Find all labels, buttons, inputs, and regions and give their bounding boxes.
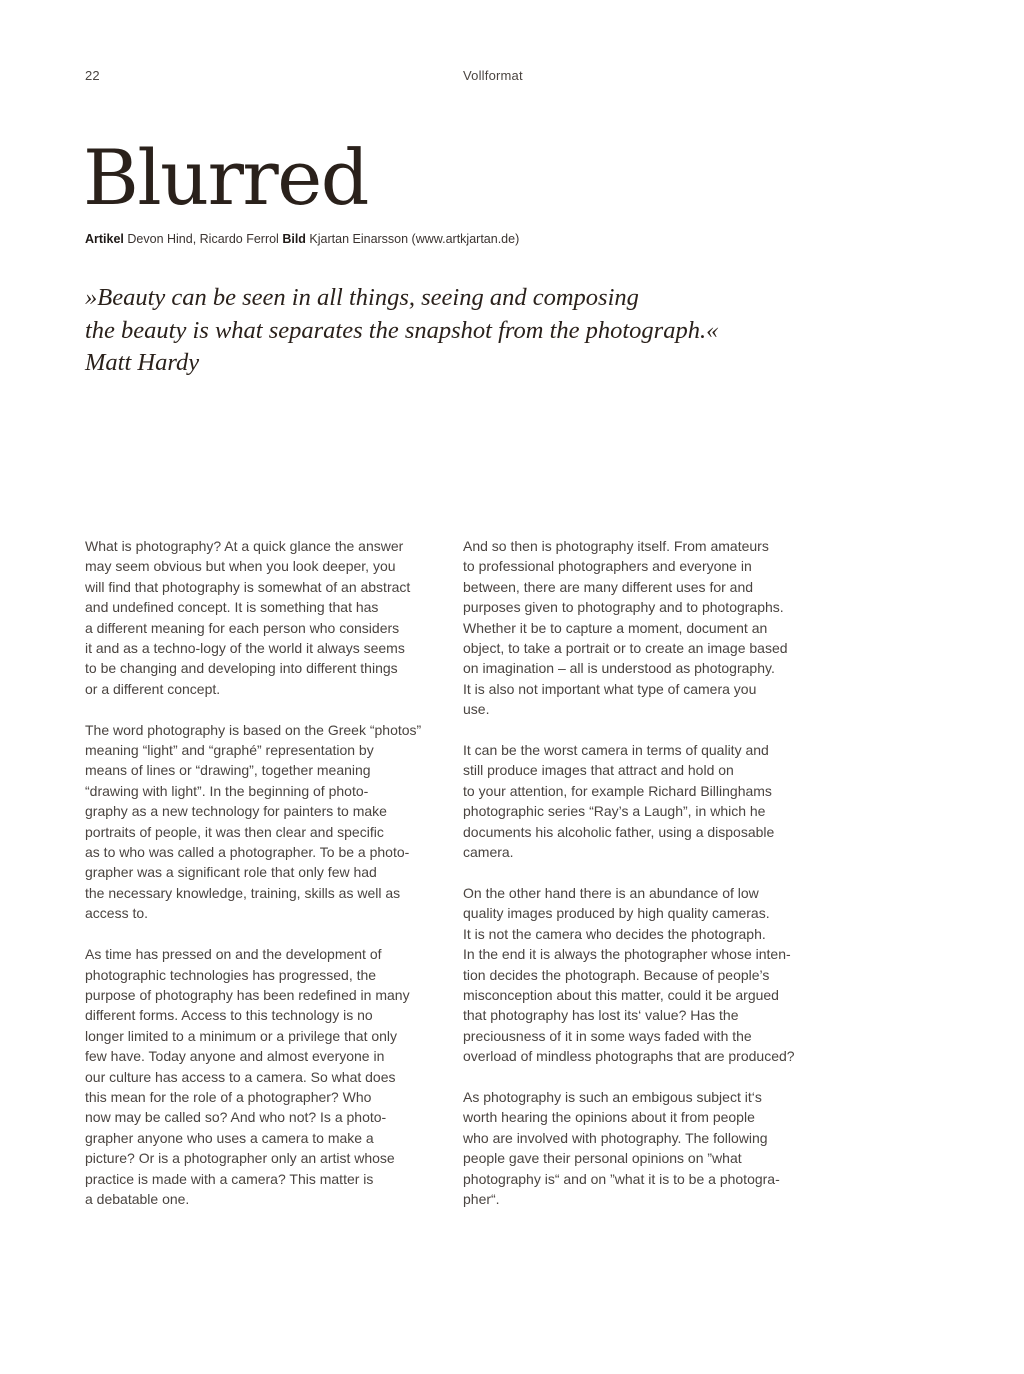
pull-quote [85, 282, 845, 380]
paragraph [85, 944, 455, 1209]
paragraph-line: What is photography? At a quick glance the answer [85, 538, 404, 554]
paragraph-line: quality images produced by high quality cameras. [463, 905, 770, 922]
paragraph-line: our culture has access to a camera. So what does [85, 1068, 396, 1085]
paragraph-line: picture? Or is a photographer only an artist whose [85, 1150, 395, 1167]
paragraph-line: purposes given to photography and to photographs. [463, 599, 784, 616]
magazine-name: Vollformat [463, 68, 523, 83]
paragraph-line: graphy as a new technology for painters to make [85, 803, 387, 820]
paragraph-line: purpose of photography has been redefined in many [85, 986, 410, 1003]
quote-line: the beauty is what separates the snapshot from the photograph.« [85, 316, 719, 344]
paragraph-line: On the other hand there is an abundance of low [463, 884, 759, 901]
paragraph-line: a debatable one. [85, 1190, 190, 1207]
paragraph-line: may seem obvious but when you look deeper, you [85, 558, 396, 575]
paragraph [463, 1087, 833, 1209]
paragraph-line: pher“. [463, 1190, 500, 1207]
paragraph-line: longer limited to a minimum or a privilege that only [85, 1027, 398, 1044]
paragraph-line: object, to take a portrait or to create an image based [463, 640, 788, 657]
paragraph-line: tion decides the photograph. Because of people’s [463, 966, 770, 983]
paragraph-line: who are involved with photography. The following [463, 1129, 768, 1146]
page-number: 22 [85, 68, 100, 83]
paragraph-line: As time has pressed on and the development of [85, 946, 382, 963]
paragraph-line: different forms. Access to this technology is no [85, 1007, 373, 1024]
paragraph-line: few have. Today anyone and almost everyone in [85, 1048, 385, 1065]
paragraph-line: practice is made with a camera? This matter is [85, 1170, 374, 1187]
paragraph-line: still produce images that attract and hold on [463, 762, 734, 779]
paragraph-line: It is not the camera who decides the photograph. [463, 925, 766, 942]
paragraph-line: that photography has lost its‘ value? Has the [463, 1007, 739, 1024]
article-title: Blurred [83, 133, 368, 222]
paragraph-line: “drawing with light”. In the beginning of photo- [85, 782, 369, 799]
paragraph-line: Whether it be to capture a moment, document an [463, 619, 768, 636]
paragraph-line: misconception about this matter, could it be argued [463, 986, 779, 1003]
paragraph-line: on imagination – all is understood as photography. [463, 660, 775, 677]
paragraph-line: as to who was called a photographer. To be a photo- [85, 844, 410, 861]
paragraph-line: camera. [463, 844, 514, 861]
paragraph-line: it and as a techno-logy of the world it always seems [85, 640, 405, 657]
paragraph-line: And so then is photography itself. From amateurs [463, 538, 769, 554]
paragraph [85, 536, 455, 699]
paragraph-line: use. [463, 701, 490, 718]
article-credits [85, 232, 519, 246]
paragraph-line: overload of mindless photographs that are produced? [463, 1048, 795, 1065]
paragraph-line: or a different concept. [85, 680, 221, 697]
paragraph-line: photographic technologies has progressed, the [85, 966, 377, 983]
bild-label: Bild [282, 232, 306, 246]
paragraph-line: now may be called so? And who not? Is a photo- [85, 1109, 387, 1126]
article-authors: Devon Hind, Ricardo Ferrol [127, 232, 279, 246]
artikel-label: Artikel [85, 232, 124, 246]
paragraph-line: between, there are many different uses for and [463, 578, 754, 595]
paragraph-line: It can be the worst camera in terms of quality and [463, 742, 769, 759]
paragraph-line: The word photography is based on the Greek “photos” [85, 721, 422, 738]
paragraph-line: portraits of people, it was then clear and specific [85, 823, 384, 840]
paragraph-line: this mean for the role of a photographer? Who [85, 1088, 372, 1105]
right-text-column [463, 536, 833, 1230]
paragraph-line: photography is“ and on ”what it is to be a photogra- [463, 1170, 780, 1187]
paragraph-line: It is also not important what type of camera you [463, 680, 757, 697]
paragraph-line: In the end it is always the photographer whose inten- [463, 946, 791, 963]
paragraph [463, 883, 833, 1067]
paragraph-line: people gave their personal opinions on ”what [463, 1150, 742, 1167]
quote-line: »Beauty can be seen in all things, seeing and composing [85, 284, 639, 311]
paragraph-line: photographic series “Ray’s a Laugh”, in which he [463, 803, 766, 820]
paragraph-line: As photography is such an embigous subject it‘s [463, 1088, 762, 1105]
paragraph-line: documents his alcoholic father, using a disposable [463, 823, 775, 840]
paragraph-line: a different meaning for each person who considers [85, 619, 400, 636]
paragraph-line: the necessary knowledge, training, skills as well as [85, 884, 401, 901]
paragraph [463, 536, 833, 720]
paragraph-line: access to. [85, 905, 149, 922]
paragraph-line: to be changing and developing into different things [85, 660, 398, 677]
paragraph-line: to professional photographers and everyone in [463, 558, 752, 575]
paragraph-line: grapher anyone who uses a camera to make a [85, 1129, 374, 1146]
left-text-column [85, 536, 455, 1230]
paragraph-line: preciousness of it in some ways faded with the [463, 1027, 752, 1044]
paragraph-line: means of lines or “drawing”, together meaning [85, 762, 371, 779]
paragraph [85, 720, 455, 924]
paragraph-line: grapher was a significant role that only few had [85, 864, 377, 881]
paragraph-line: and undefined concept. It is something that has [85, 599, 379, 616]
paragraph-line: will find that photography is somewhat of an abstract [85, 578, 411, 595]
article-photographer: Kjartan Einarsson (www.artkjartan.de) [309, 232, 520, 246]
paragraph [463, 740, 833, 862]
quote-attribution: Matt Hardy [85, 349, 200, 376]
paragraph-line: to your attention, for example Richard Billinghams [463, 782, 772, 799]
paragraph-line: worth hearing the opinions about it from people [463, 1109, 755, 1126]
paragraph-line: meaning “light” and “graphé” representation by [85, 742, 374, 759]
